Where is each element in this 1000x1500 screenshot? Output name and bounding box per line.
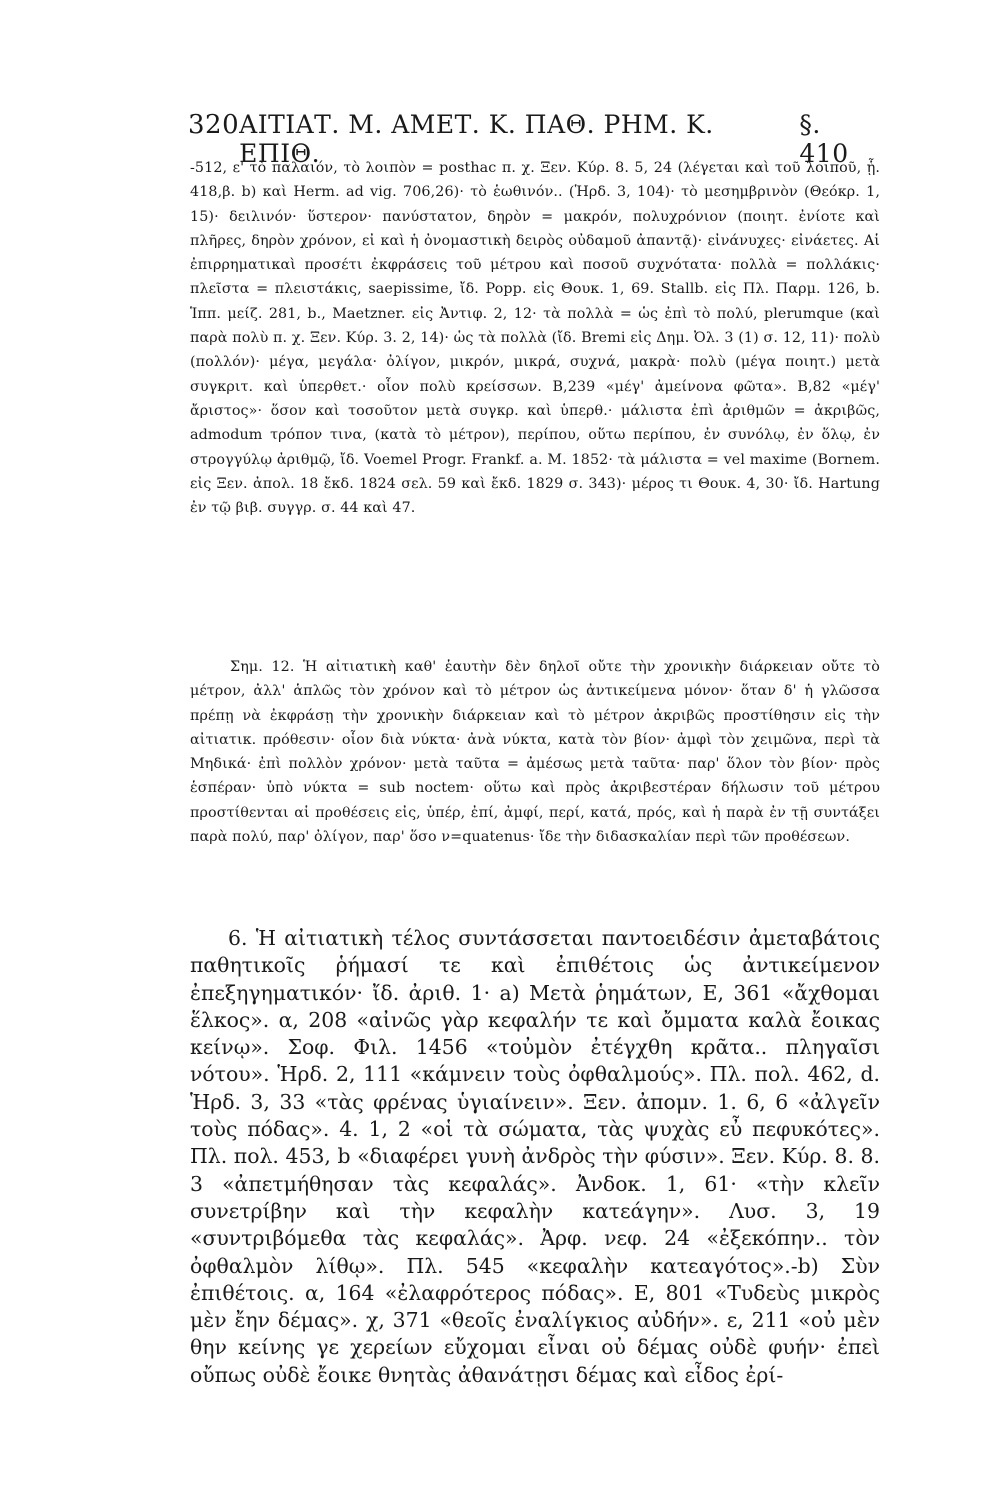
section-paragraph: 6. Ἡ αἰτιατικὴ τέλος συντάσσεται παντοειδέσιν ἀμεταβάτοις παθητικοῖς ῥήμασί τε καὶ ἐπιθέτοις ὡς ἀντικείμενον ἐπεξηγηματικόν· ἴδ. ἀριθ. 1· a) Μετὰ ῥημάτων, Ε, 361 «ἄχθομαι ἕλκος». α, 208 «αἰνῶς γὰρ κεφαλήν τε καὶ ὄμματα καλὰ ἔοικας κείνῳ». Σοφ. Φιλ. 1456 «τοὐμὸν ἐτέγχθη κρᾶτα.. πληγαῖσι νότου». Ἡρδ. 2, 111 «κάμνειν τοὺς ὀφθαλμούς». Πλ. πολ. 462, d. Ἡρδ. 3, 33 «τὰς φρένας ὑγιαίνειν». Ξεν. ἀπομν. 1. 6, 6 «ἀλγεῖν τοὺς πόδας». 4. 1, 2 «οἱ τὰ σώματα, τὰς ψυχὰς εὖ πεφυκότες». Πλ. πολ. 453, b «διαφέρει γυνὴ ἀνδρὸς τὴν φύσιν». Ξεν. Κύρ. 8. 8. 3 «ἀπετμήθησαν τὰς κεφαλάς». Ἀνδοκ. 1, 61· «τὴν κλεῖν συνετρίβην καὶ τὴν κεφαλὴν κατεάγην». Λυσ. 3, 19 «συντριβόμεθα τὰς κεφαλάς». Ἀρφ. νεφ. 24 «ἐξεκόπην.. τὸν ὀφθαλμὸν λίθῳ». Πλ. 545 «κεφαλὴν κατεαγότος».-b) Σὺν ἐπιθέτοις. α, 164 «ἐλαφρότερος πόδας». Ε, 801 «Τυδεὺς μικρὸς μὲν ἔην δέμας». χ, 371 «θεοῖς ἐναλίγκιος αὐδήν». ε, 211 «οὐ μὲν θην κείνης γε χερείων εὔχομαι εἶναι οὐ δέμας οὐδὲ φυήν· ἐπεὶ οὔπως οὐδὲ ἔοικε θνητὰς ἀθανάτῃσι δέμας καὶ εἶδος ἐρί- — [190, 926, 880, 1387]
footnote-block — [190, 156, 880, 520]
page-number: 320 — [188, 110, 240, 140]
section-number: §. 410 — [799, 110, 849, 168]
remark-block — [190, 655, 880, 849]
main-section — [190, 925, 880, 1389]
footnote-text: -512, ε' τὸ παλαιόν, τὸ λοιπὸν = posthac π. χ. Ξεν. Κύρ. 8. 5, 24 (λέγεται καὶ τοῦ λοιποῦ, ᾗ. 418,β. b) καὶ Herm. ad vig. 706,26)· τὸ ἑωθινόν.. (Ἡρδ. 3, 104)· τὸ μεσημβρινὸν (Θεόκρ. 1, 15)· δειλινόν· ὕστερον· πανύστατον, δηρὸν = μακρόν, πολυχρόνιον (ποιητ. ἐνίοτε καὶ πλῆρες, δηρὸν χρόνον, εἰ καὶ ἡ ὀνομαστικὴ δειρὸς οὐδαμοῦ ἀπαντᾷ)· εἰνάνυχες· εἰνάετες. Αἱ ἐπιρρηματικαὶ προσέτι ἐκφράσεις τοῦ μέτρου καὶ ποσοῦ συχνότατα· πολλὰ = πολλάκις· πλεῖστα = πλειστάκις, saepissime, ἴδ. Popp. εἰς Θουκ. 1, 69. Stallb. εἰς Πλ. Παρμ. 126, b. Ἱππ. μείζ. 281, b., Maetzner. εἰς Ἀντιφ. 2, 12· τὰ πολλὰ = ὡς ἐπὶ τὸ πολύ, plerumque (καὶ παρὰ πολὺ π. χ. Ξεν. Κύρ. 3. 2, 14)· ὡς τὰ πολλὰ (ἴδ. Bremi εἰς Δημ. Ὀλ. 3 (1) σ. 12, 11)· πολὺ (πολλόν)· μέγα, μεγάλα· ὀλίγον, μικρόν, μικρά, συχνά, μακρὰ· πολὺ (μέγα ποιητ.) μετὰ συγκριτ. καὶ ὑπερθετ.· οἷον πολὺ κρείσσων. Β,239 «μέγ' ἀμείνονα φῶτα». Β,82 «μέγ' ἄριστος»· ὅσον καὶ τοσοῦτον μετὰ συγκρ. καὶ ὑπερθ.· μάλιστα ἐπὶ ἀριθμῶν = ἀκριβῶς, admodum τρόπον τινα, (κατὰ τὸ μέτρον), περίπου, οὕτω περίπου, ἐν συνόλῳ, ἐν ὅλῳ, ἐν στρογγύλῳ ἀριθμῷ, ἴδ. Voemel Progr. Frankf. a. M. 1852· τὰ μάλιστα = vel maxime (Bornem. εἰς Ξεν. ἀπολ. 18 ἔκδ. 1824 σελ. 59 καὶ ἔκδ. 1829 σ. 343)· μέρος τι Θουκ. 4, 30· ἴδ. Hartung ἐν τῷ βιβ. συγγρ. σ. 44 καὶ 47. — [190, 160, 880, 517]
remark-text: Σημ. 12. Ἡ αἰτιατικὴ καθ' ἑαυτὴν δὲν δηλοῖ οὔτε τὴν χρονικὴν διάρκειαν οὔτε τὸ μέτρον, ἀλλ' ἁπλῶς τὸν χρόνον καὶ τὸ μέτρον ὡς ἀντικείμενα μόνον· ὅταν δ' ἡ γλῶσσα πρέπῃ νὰ ἐκφράσῃ τὴν χρονικὴν διάρκειαν καὶ τὸ μέτρον ἀκριβῶς προστίθησιν εἰς τὴν αἰτιατικ. πρόθεσιν· οἷον διὰ νύκτα· ἀνὰ νύκτα, κατὰ τὸν βίον· ἀμφὶ τὸν χειμῶνα, περὶ τὰ Μηδικά· ἐπὶ πολλὸν χρόνον· μετὰ ταῦτα = ἀμέσως μετὰ ταῦτα· παρ' ὅλον τὸν βίον· πρὸς ἑσπέραν· ὑπὸ νύκτα = sub noctem· οὕτω καὶ πρὸς ἀκριβεστέραν δήλωσιν τοῦ μέτρου προστίθενται αἱ προθέσεις εἰς, ὑπέρ, ἐπί, ἀμφί, περί, κατά, πρός, καὶ ἡ παρὰ ἐν τῇ συντάξει παρὰ πολύ, παρ' ὀλίγον, παρ' ὅσο ν=quatenus· ἴδε τὴν διδασκαλίαν περὶ τῶν προθέσεων. — [190, 659, 880, 846]
running-title: ΑΙΤΙΑΤ. Μ. ΑΜΕΤ. Κ. ΠΑΘ. ΡΗΜ. Κ. ΕΠΙΘ. — [239, 110, 714, 168]
